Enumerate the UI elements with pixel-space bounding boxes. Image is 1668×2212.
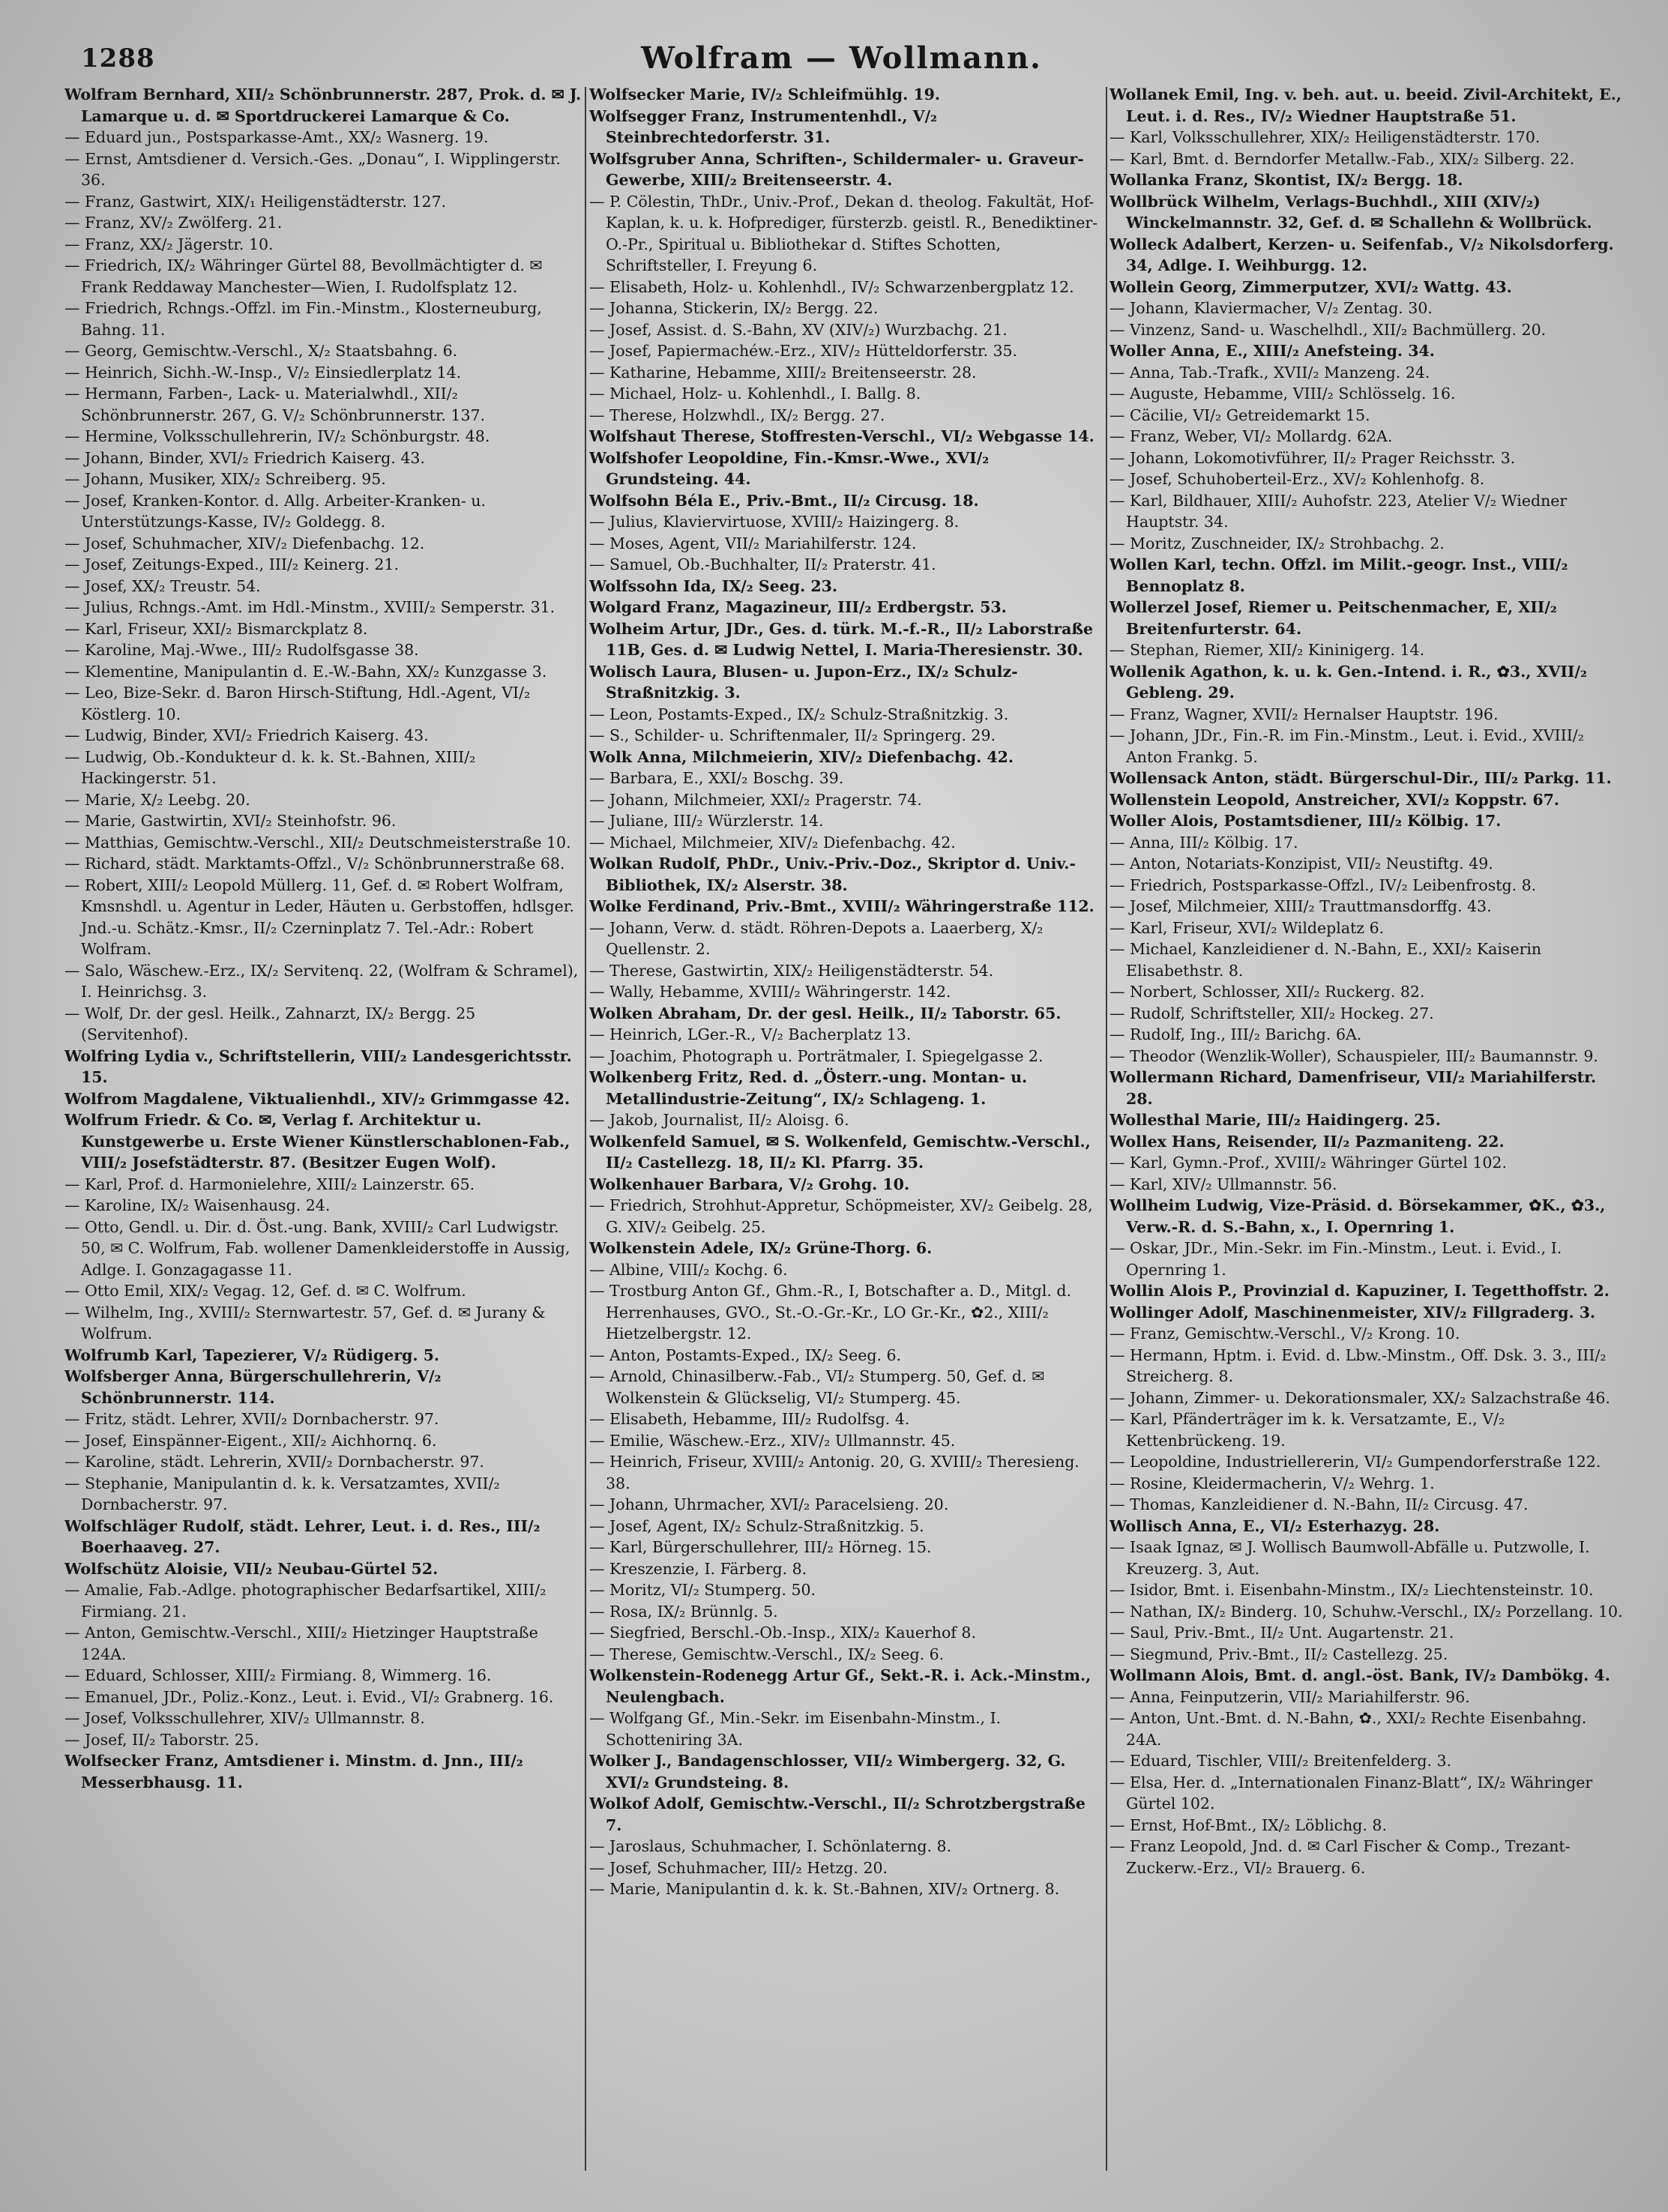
directory-entry: — Josef, XX/₂ Treustr. 54. bbox=[64, 576, 261, 595]
directory-entry: Wolkof Adolf, Gemischtw.-Verschl., II/₂ Schrotzbergstraße 7. bbox=[589, 1794, 1086, 1834]
directory-entry: Wolfsohn Béla E., Priv.-Bmt., II/₂ Circusg. 18. bbox=[589, 491, 979, 510]
directory-entry: — Theodor (Wenzlik-Woller), Schauspieler, III/₂ Baumannstr. 9. bbox=[1110, 1046, 1598, 1065]
directory-entry: — Rosa, IX/₂ Brünnlg. 5. bbox=[589, 1602, 778, 1621]
directory-entry: — Franz, Gastwirt, XIX/₁ Heiligenstädterstr. 127. bbox=[64, 192, 447, 211]
directory-entry: Wolheim Artur, JDr., Ges. d. türk. M.-f.-R., II/₂ Laborstraße 11B, Ges. d. ✉ Ludwig Nettel, I. Maria-Theresienstr. 30. bbox=[589, 619, 1093, 659]
directory-entry: Wollmann Alois, Bmt. d. angl.-öst. Bank, IV/₂ Dambökg. 4. bbox=[1110, 1666, 1610, 1684]
directory-entry: Wolfram Bernhard, XII/₂ Schönbrunnerstr. 287, Prok. d. ✉ J. Lamarque u. d. ✉ Sportdruckerei Lamarque & Co. bbox=[64, 85, 582, 125]
directory-entry: Wolkenhauer Barbara, V/₂ Grohg. 10. bbox=[589, 1175, 910, 1193]
directory-entry: — Josef, II/₂ Taborstr. 25. bbox=[64, 1730, 259, 1749]
directory-entry: — Eduard jun., Postsparkasse-Amt., XX/₂ Wasnerg. 19. bbox=[64, 128, 489, 146]
column-2 bbox=[589, 84, 1104, 2183]
column-divider bbox=[1106, 87, 1107, 2171]
directory-entry: — Matthias, Gemischtw.-Verschl., XII/₂ Deutschmeisterstraße 10. bbox=[64, 833, 571, 852]
directory-entry: — Franz, Wagner, XVII/₂ Hernalser Hauptstr. 196. bbox=[1110, 705, 1499, 723]
directory-entry: — Moritz, VI/₂ Stumperg. 50. bbox=[589, 1581, 816, 1599]
directory-entry: Wolisch Laura, Blusen- u. Jupon-Erz., IX/₂ Schulz-Straßnitzkig. 3. bbox=[589, 662, 1018, 702]
directory-entry: — Ernst, Amtsdiener d. Versich.-Ges. „Donau“, I. Wipplingerstr. 36. bbox=[64, 149, 561, 189]
directory-entry: — Samuel, Ob.-Buchhalter, II/₂ Praterstr. 41. bbox=[589, 555, 936, 573]
directory-entry: — Karl, Volksschullehrer, XIX/₂ Heiligenstädterstr. 170. bbox=[1110, 128, 1541, 146]
directory-entry: — Barbara, E., XXI/₂ Boschg. 39. bbox=[589, 769, 844, 787]
directory-entry: — Karl, Bürgerschullehrer, III/₂ Hörneg. 15. bbox=[589, 1538, 932, 1556]
directory-entry: — Heinrich, LGer.-R., V/₂ Bacherplatz 13. bbox=[589, 1025, 912, 1043]
column-1 bbox=[64, 84, 582, 2183]
directory-entry: Wolfsecker Franz, Amtsdiener i. Minstm. d. Jnn., III/₂ Messerbhausg. 11. bbox=[64, 1752, 523, 1791]
directory-entry: — Friedrich, IX/₂ Währinger Gürtel 88, Bevollmächtigter d. ✉ Frank Reddaway Manchester—Wien, I. Rudolfsplatz 12. bbox=[64, 256, 543, 296]
directory-entry: — S., Schilder- u. Schriftenmaler, II/₂ Springerg. 29. bbox=[589, 726, 996, 744]
directory-entry: Wollen Karl, techn. Offzl. im Milit.-geogr. Inst., VIII/₂ Bennoplatz 8. bbox=[1110, 555, 1568, 595]
directory-entry: — Arnold, Chinasilberw.-Fab., VI/₂ Stumperg. 50, Gef. d. ✉ Wolkenstein & Glückselig, VI/₂ Stumperg. 45. bbox=[589, 1367, 1045, 1407]
directory-entry: — Josef, Kranken-Kontor. d. Allg. Arbeiter-Kranken- u. Unterstützungs-Kasse, IV/₂ Goldegg. 8. bbox=[64, 491, 487, 531]
page-number: 1288 bbox=[81, 43, 155, 73]
directory-entry: — Wolfgang Gf., Min.-Sekr. im Eisenbahn-Minstm., I. Schotteniring 3A. bbox=[589, 1709, 1002, 1749]
directory-entry: Wolk Anna, Milchmeierin, XIV/₂ Diefenbachg. 42. bbox=[589, 747, 1014, 766]
directory-entry: — Johann, Milchmeier, XXI/₂ Pragerstr. 74. bbox=[589, 790, 922, 809]
directory-entry: — Friedrich, Postsparkasse-Offzl., IV/₂ Leibenfrostg. 8. bbox=[1110, 876, 1537, 894]
directory-entry: — Hermine, Volksschullehrerin, IV/₂ Schönburgstr. 48. bbox=[64, 427, 490, 445]
directory-entry: — Katharine, Hebamme, XIII/₂ Breitenseerstr. 28. bbox=[589, 363, 977, 382]
directory-entry: Wollesthal Marie, III/₂ Haidingerg. 25. bbox=[1110, 1111, 1441, 1129]
directory-entry: Wolfsegger Franz, Instrumentenhdl., V/₂ Steinbrechtedorferstr. 31. bbox=[589, 106, 938, 146]
directory-entry: — Therese, Gastwirtin, XIX/₂ Heiligenstädterstr. 54. bbox=[589, 961, 994, 980]
directory-entry: — Franz, Weber, VI/₂ Mollardg. 62A. bbox=[1110, 427, 1393, 445]
directory-entry: — Elisabeth, Hebamme, III/₂ Rudolfsg. 4. bbox=[589, 1410, 910, 1428]
directory-entry: Woller Anna, E., XIII/₂ Anefsteing. 34. bbox=[1110, 342, 1435, 360]
directory-entry: — Jakob, Journalist, II/₂ Aloisg. 6. bbox=[589, 1111, 849, 1129]
directory-entry: Wolfrumb Karl, Tapezierer, V/₂ Rüdigerg. 5. bbox=[64, 1345, 440, 1364]
directory-entry: — Isaak Ignaz, ✉ J. Wollisch Baumwoll-Abfälle u. Putzwolle, I. Kreuzerg. 3, Aut. bbox=[1110, 1538, 1590, 1578]
directory-entry: — Vinzenz, Sand- u. Waschelhdl., XII/₂ Bachmüllerg. 20. bbox=[1110, 320, 1547, 339]
directory-entry: Wolken Abraham, Dr. der gesl. Heilk., II/₂ Taborstr. 65. bbox=[589, 1004, 1062, 1022]
directory-entry: — Josef, Schuhoberteil-Erz., XV/₂ Kohlenhofg. 8. bbox=[1110, 470, 1485, 488]
directory-entry: — Karl, Gymn.-Prof., XVIII/₂ Währinger Gürtel 102. bbox=[1110, 1154, 1507, 1172]
directory-entry: — Josef, Papiermachéw.-Erz., XIV/₂ Hütteldorferstr. 35. bbox=[589, 342, 1018, 360]
directory-entry: — Friedrich, Rchngs.-Offzl. im Fin.-Minstm., Klosterneuburg, Bahng. 11. bbox=[64, 299, 542, 339]
directory-entry: Wollerzel Josef, Riemer u. Peitschenmacher, E, XII/₂ Breitenfurterstr. 64. bbox=[1110, 598, 1557, 638]
directory-entry: — Wolf, Dr. der gesl. Heilk., Zahnarzt, IX/₂ Bergg. 25 (Servitenhof). bbox=[64, 1004, 476, 1043]
directory-entry: — Ernst, Hof-Bmt., IX/₂ Löblichg. 8. bbox=[1110, 1815, 1387, 1834]
directory-entry: Wollisch Anna, E., VI/₂ Esterhazyg. 28. bbox=[1110, 1516, 1440, 1535]
page-header bbox=[60, 37, 1623, 82]
directory-entry: — Trostburg Anton Gf., Ghm.-R., I, Botschafter a. D., Mitgl. d. Herrenhauses, GVO., St.-O.-Gr.-Kr., LO Gr.-Kr., ✿2., XIII/₂ Hietzelbergstr. 12. bbox=[589, 1282, 1072, 1342]
directory-entry: — Hermann, Farben-, Lack- u. Materialwhdl., XII/₂ Schönbrunnerstr. 267, G. V/₂ Schönbrunnerstr. 137. bbox=[64, 385, 486, 424]
directory-entry: — Johann, Lokomotivführer, II/₂ Prager Reichsstr. 3. bbox=[1110, 448, 1516, 467]
directory-entry: Wollanka Franz, Skontist, IX/₂ Bergg. 18. bbox=[1110, 171, 1463, 189]
directory-entry: — Amalie, Fab.-Adlge. photographischer Bedarfsartikel, XIII/₂ Firmiang. 21. bbox=[64, 1581, 547, 1621]
directory-entry: — Elisabeth, Holz- u. Kohlenhdl., IV/₂ Schwarzenbergplatz 12. bbox=[589, 277, 1074, 296]
directory-entry: — Karl, Pfänderträger im k. k. Versatzamte, E., V/₂ Kettenbrückeng. 19. bbox=[1110, 1410, 1505, 1450]
directory-entry: — Siegmund, Priv.-Bmt., II/₂ Castellezg. 25. bbox=[1110, 1645, 1448, 1663]
directory-entry: — Josef, Schuhmacher, XIV/₂ Diefenbachg. 12. bbox=[64, 534, 425, 552]
directory-entry: Wolfring Lydia v., Schriftstellerin, VIII/₂ Landesgerichtsstr. 15. bbox=[64, 1046, 572, 1086]
directory-entry: — Rudolf, Schriftsteller, XII/₂ Hockeg. 27. bbox=[1110, 1004, 1434, 1022]
directory-entry: Wollermann Richard, Damenfriseur, VII/₂ Mariahilferstr. 28. bbox=[1110, 1068, 1597, 1108]
directory-entry: — Johann, Binder, XVI/₂ Friedrich Kaiserg. 43. bbox=[64, 448, 425, 467]
directory-entry: — Robert, XIII/₂ Leopold Müllerg. 11, Gef. d. ✉ Robert Wolfram, Kmsnshdl. u. Agentur in Leder, Häuten u. Gerbstoffen, hdlsger. Jnd.-u. Schätz.-Kmsr., II/₂ Czerninplatz 7. Tel.-Adr.: Robert Wolfram. bbox=[64, 876, 574, 958]
directory-entry: — Josef, Volksschullehrer, XIV/₂ Ullmannstr. 8. bbox=[64, 1709, 425, 1727]
directory-entry: — Karoline, Maj.-Wwe., III/₂ Rudolfsgasse 38. bbox=[64, 641, 419, 659]
directory-entry: — Stephanie, Manipulantin d. k. k. Versatzamtes, XVII/₂ Dornbacherstr. 97. bbox=[64, 1474, 500, 1513]
directory-entry: — Johann, Uhrmacher, XVI/₂ Paracelsieng. 20. bbox=[589, 1495, 949, 1513]
directory-entry: — Marie, Manipulantin d. k. k. St.-Bahnen, XIV/₂ Ortnerg. 8. bbox=[589, 1880, 1060, 1898]
directory-entry: — Eduard, Tischler, VIII/₂ Breitenfelderg. 3. bbox=[1110, 1752, 1452, 1770]
directory-entry: — Jaroslaus, Schuhmacher, I. Schönlaterng. 8. bbox=[589, 1837, 952, 1855]
directory-entry: — Johann, Musiker, XIX/₂ Schreiberg. 95. bbox=[64, 470, 386, 488]
directory-entry: — Josef, Schuhmacher, III/₂ Hetzg. 20. bbox=[589, 1858, 888, 1877]
column-3 bbox=[1110, 84, 1624, 2183]
directory-entry: — P. Cölestin, ThDr., Univ.-Prof., Dekan d. theolog. Fakultät, Hof-Kaplan, k. u. k. Hofprediger, fürsterzb. geistl. R., Benediktiner-O.-Pr., Spiritual u. Bibliothekar d. Stiftes Schotten, Schriftsteller, I. Freyung 6. bbox=[589, 192, 1098, 274]
directory-entry: — Josef, Agent, IX/₂ Schulz-Straßnitzkig. 5. bbox=[589, 1516, 924, 1535]
directory-entry: Wolkenstein-Rodenegg Artur Gf., Sekt.-R. i. Ack.-Minstm., Neulengbach. bbox=[589, 1666, 1092, 1706]
directory-entry: — Karl, XIV/₂ Ullmannstr. 56. bbox=[1110, 1175, 1337, 1193]
directory-entry: — Anna, Tab.-Trafk., XVII/₂ Manzeng. 24. bbox=[1110, 363, 1430, 382]
directory-entry: — Moses, Agent, VII/₂ Mariahilferstr. 124. bbox=[589, 534, 917, 552]
directory-entry: — Michael, Holz- u. Kohlenhdl., I. Ballg. 8. bbox=[589, 385, 921, 403]
directory-entry: Wolker J., Bandagenschlosser, VII/₂ Wimbergerg. 32, G. XVI/₂ Grundsteing. 8. bbox=[589, 1752, 1066, 1791]
directory-entry: — Karoline, IX/₂ Waisenhausg. 24. bbox=[64, 1196, 331, 1214]
directory-entry: Wolkenberg Fritz, Red. d. „Österr.-ung. Montan- u. Metallindustrie-Zeitung“, IX/₂ Schlageng. 1. bbox=[589, 1068, 1028, 1108]
directory-entry: — Stephan, Riemer, XII/₂ Kininigerg. 14. bbox=[1110, 641, 1425, 659]
column-divider bbox=[585, 87, 586, 2171]
directory-entry: — Eduard, Schlosser, XIII/₂ Firmiang. 8, Wimmerg. 16. bbox=[64, 1666, 492, 1684]
directory-entry: — Leon, Postamts-Exped., IX/₂ Schulz-Straßnitzkig. 3. bbox=[589, 705, 1009, 723]
directory-entry: — Anna, Feinputzerin, VII/₂ Mariahilferstr. 96. bbox=[1110, 1687, 1470, 1706]
directory-entry: Wollensack Anton, städt. Bürgerschul-Dir., III/₂ Parkg. 11. bbox=[1110, 769, 1612, 787]
directory-entry: — Marie, Gastwirtin, XVI/₂ Steinhofstr. 96. bbox=[64, 812, 397, 830]
directory-entry: Wolke Ferdinand, Priv.-Bmt., XVIII/₂ Währingerstraße 112. bbox=[589, 897, 1095, 915]
directory-entry: — Oskar, JDr., Min.-Sekr. im Fin.-Minstm., Leut. i. Evid., I. Opernring 1. bbox=[1110, 1239, 1562, 1279]
directory-entry: — Anton, Postamts-Exped., IX/₂ Seeg. 6. bbox=[589, 1345, 902, 1364]
directory-entry: — Anton, Notariats-Konzipist, VII/₂ Neustiftg. 49. bbox=[1110, 855, 1493, 873]
directory-entry: — Johann, Klaviermacher, V/₂ Zentag. 30. bbox=[1110, 299, 1433, 317]
directory-entry: — Josef, Zeitungs-Exped., III/₂ Keinerg. 21. bbox=[64, 555, 399, 573]
directory-entry: Wollanek Emil, Ing. v. beh. aut. u. beeid. Zivil-Architekt, E., Leut. i. d. Res., IV/₂ Wiedner Hauptstraße 51. bbox=[1110, 85, 1622, 125]
directory-entry: Wolfshofer Leopoldine, Fin.-Kmsr.-Wwe., XVI/₂ Grundsteing. 44. bbox=[589, 448, 990, 488]
directory-entry: Wollein Georg, Zimmerputzer, XVI/₂ Wattg. 43. bbox=[1110, 277, 1512, 296]
directory-entry: — Heinrich, Friseur, XVIII/₂ Antonig. 20, G. XVIII/₂ Theresieng. 38. bbox=[589, 1453, 1080, 1492]
directory-entry: — Rosine, Kleidermacherin, V/₂ Wehrg. 1. bbox=[1110, 1474, 1435, 1492]
directory-entry: — Johanna, Stickerin, IX/₂ Bergg. 22. bbox=[589, 299, 879, 317]
directory-entry: — Karl, Friseur, XVI/₂ Wildeplatz 6. bbox=[1110, 918, 1385, 937]
running-head: Wolfram — Wollmann. bbox=[641, 40, 1042, 76]
directory-entry: — Heinrich, Sichh.-W.-Insp., V/₂ Einsiedlerplatz 14. bbox=[64, 363, 462, 382]
directory-entry: — Otto Emil, XIX/₂ Vegag. 12, Gef. d. ✉ C. Wolfrum. bbox=[64, 1282, 466, 1300]
directory-entry: Wolfssohn Ida, IX/₂ Seeg. 23. bbox=[589, 576, 838, 595]
directory-entry: — Johann, Zimmer- u. Dekorationsmaler, XX/₂ Salzachstraße 46. bbox=[1110, 1388, 1610, 1407]
directory-entry: — Salo, Wäschew.-Erz., IX/₂ Servitenq. 22, (Wolfram & Schramel), I. Heinrichsg. 3. bbox=[64, 961, 579, 1001]
directory-entry: — Anton, Gemischtw.-Verschl., XIII/₂ Hietzinger Hauptstraße 124A. bbox=[64, 1624, 538, 1663]
directory-entry: — Klementine, Manipulantin d. E.-W.-Bahn, XX/₂ Kunzgasse 3. bbox=[64, 662, 547, 681]
directory-entry: — Leo, Bize-Sekr. d. Baron Hirsch-Stiftung, Hdl.-Agent, VI/₂ Köstlerg. 10. bbox=[64, 684, 531, 723]
directory-entry: Wolkenstein Adele, IX/₂ Grüne-Thorg. 6. bbox=[589, 1239, 933, 1257]
directory-entry: — Kreszenzie, I. Färberg. 8. bbox=[589, 1559, 807, 1578]
directory-entry: — Wally, Hebamme, XVIII/₂ Währingerstr. 142. bbox=[589, 983, 951, 1001]
directory-entry: — Emilie, Wäschew.-Erz., XIV/₂ Ullmannstr. 45. bbox=[589, 1431, 956, 1450]
directory-entry: — Ludwig, Binder, XVI/₂ Friedrich Kaiserg. 43. bbox=[64, 726, 429, 744]
directory-entry: Wollheim Ludwig, Vize-Präsid. d. Börsekammer, ✿K., ✿3., Verw.-R. d. S.-Bahn, x., I. Opernring 1. bbox=[1110, 1196, 1606, 1236]
directory-entry: Wolfschläger Rudolf, städt. Lehrer, Leut. i. d. Res., III/₂ Boerhaaveg. 27. bbox=[64, 1516, 541, 1556]
directory-entry: — Richard, städt. Marktamts-Offzl., V/₂ Schönbrunnerstraße 68. bbox=[64, 855, 565, 873]
directory-entry: Woller Alois, Postamtsdiener, III/₂ Kölbig. 17. bbox=[1110, 812, 1502, 830]
directory-entry: Wollin Alois P., Provinzial d. Kapuziner, I. Tegetthoffstr. 2. bbox=[1110, 1282, 1610, 1300]
directory-entry: Wolfsberger Anna, Bürgerschullehrerin, V/₂ Schönbrunnerstr. 114. bbox=[64, 1367, 442, 1407]
directory-entry: — Georg, Gemischtw.-Verschl., X/₂ Staatsbahng. 6. bbox=[64, 342, 458, 360]
directory-entry: Wolfrom Magdalene, Viktualienhdl., XIV/₂ Grimmgasse 42. bbox=[64, 1089, 570, 1108]
directory-entry: — Franz, XX/₂ Jägerstr. 10. bbox=[64, 235, 274, 253]
directory-entry: — Fritz, städt. Lehrer, XVII/₂ Dornbacherstr. 97. bbox=[64, 1410, 439, 1428]
directory-entry: — Auguste, Hebamme, VIII/₂ Schlösselg. 16. bbox=[1110, 385, 1456, 403]
directory-entry: Wollenstein Leopold, Anstreicher, XVI/₂ Koppstr. 67. bbox=[1110, 790, 1560, 809]
directory-entry: — Karoline, städt. Lehrerin, XVII/₂ Dornbacherstr. 97. bbox=[64, 1453, 484, 1471]
directory-entry: Wolkan Rudolf, PhDr., Univ.-Priv.-Doz., Skriptor d. Univ.-Bibliothek, IX/₂ Alserstr. 38. bbox=[589, 855, 1076, 894]
directory-entry: Wolfsgruber Anna, Schriften-, Schildermaler- u. Graveur-Gewerbe, XIII/₂ Breitenseerstr. 4. bbox=[589, 149, 1084, 189]
directory-entry: Wolleck Adalbert, Kerzen- u. Seifenfab., V/₂ Nikolsdorferg. 34, Adlge. I. Weihburgg. 12. bbox=[1110, 235, 1614, 274]
directory-entry: — Julius, Klaviervirtuose, XVIII/₂ Haizingerg. 8. bbox=[589, 513, 960, 531]
directory-entry: — Therese, Holzwhdl., IX/₂ Bergg. 27. bbox=[589, 406, 885, 424]
directory-entry: — Karl, Prof. d. Harmonielehre, XIII/₂ Lainzerstr. 65. bbox=[64, 1175, 475, 1193]
directory-entry: — Saul, Priv.-Bmt., II/₂ Unt. Augartenstr. 21. bbox=[1110, 1624, 1454, 1642]
directory-entry: — Siegfried, Berschl.-Ob.-Insp., XIX/₂ Kauerhof 8. bbox=[589, 1624, 976, 1642]
directory-entry: — Ludwig, Ob.-Kondukteur d. k. k. St.-Bahnen, XIII/₂ Hackingerstr. 51. bbox=[64, 747, 476, 787]
directory-entry: — Michael, Kanzleidiener d. N.-Bahn, E., XXI/₂ Kaiserin Elisabethstr. 8. bbox=[1110, 940, 1542, 980]
directory-entry: Wolgard Franz, Magazineur, III/₂ Erdbergstr. 53. bbox=[589, 598, 1007, 616]
directory-entry: — Michael, Milchmeier, XIV/₂ Diefenbachg. 42. bbox=[589, 833, 956, 852]
directory-entry: — Franz, XV/₂ Zwölferg. 21. bbox=[64, 214, 283, 232]
directory-entry: Wolfshaut Therese, Stoffresten-Verschl., VI/₂ Webgasse 14. bbox=[589, 427, 1095, 445]
directory-entry: — Nathan, IX/₂ Binderg. 10, Schuhw.-Verschl., IX/₂ Porzellang. 10. bbox=[1110, 1602, 1623, 1621]
directory-entry: — Anna, III/₂ Kölbig. 17. bbox=[1110, 833, 1298, 852]
directory-entry: — Julius, Rchngs.-Amt. im Hdl.-Minstm., XVIII/₂ Semperstr. 31. bbox=[64, 598, 556, 616]
directory-entry: Wollbrück Wilhelm, Verlags-Buchhdl., XIII (XIV/₂) Winckelmannstr. 32, Gef. d. ✉ Schallehn & Wollbrück. bbox=[1110, 192, 1592, 232]
directory-entry: Wollinger Adolf, Maschinenmeister, XIV/₂ Fillgraderg. 3. bbox=[1110, 1303, 1596, 1322]
directory-entry: — Rudolf, Ing., III/₂ Barichg. 6A. bbox=[1110, 1025, 1362, 1043]
directory-entry: — Juliane, III/₂ Würzlerstr. 14. bbox=[589, 812, 824, 830]
directory-entry: Wolkenfeld Samuel, ✉ S. Wolkenfeld, Gemischtw.-Verschl., II/₂ Castellezg. 18, II/₂ Kl. Pfarrg. 35. bbox=[589, 1132, 1091, 1172]
directory-entry: — Isidor, Bmt. i. Eisenbahn-Minstm., IX/₂ Liechtensteinstr. 10. bbox=[1110, 1581, 1594, 1599]
directory-entry: — Friedrich, Strohhut-Appretur, Schöpmeister, XV/₂ Geibelg. 28, G. XIV/₂ Geibelg. 25. bbox=[589, 1196, 1093, 1236]
directory-entry: — Franz Leopold, Jnd. d. ✉ Carl Fischer & Comp., Trezant-Zuckerw.-Erz., VI/₂ Brauerg. 6. bbox=[1110, 1837, 1571, 1877]
directory-entry: Wolfsecker Marie, IV/₂ Schleifmühlg. 19. bbox=[589, 85, 941, 103]
directory-entry: — Johann, Verw. d. städt. Röhren-Depots a. Laaerberg, X/₂ Quellenstr. 2. bbox=[589, 918, 1044, 958]
directory-entry: Wollenik Agathon, k. u. k. Gen.-Intend. i. R., ✿3., XVII/₂ Gebleng. 29. bbox=[1110, 662, 1587, 702]
directory-entry: Wolfrum Friedr. & Co. ✉, Verlag f. Architektur u. Kunstgewerbe u. Erste Wiener Künstlerschablonen-Fab., VIII/₂ Josefstädterstr. 87. (Besitzer Eugen Wolf). bbox=[64, 1111, 570, 1172]
directory-entry: — Otto, Gendl. u. Dir. d. Öst.-ung. Bank, XVIII/₂ Carl Ludwigstr. 50, ✉ C. Wolfrum, Fab. wollener Damenkleiderstoffe in Aussig, Adlge. I. Gonzagagasse 11. bbox=[64, 1217, 570, 1279]
directory-entry: — Norbert, Schlosser, XII/₂ Ruckerg. 82. bbox=[1110, 983, 1425, 1001]
directory-entry: — Josef, Milchmeier, XIII/₂ Trauttmansdorffg. 43. bbox=[1110, 897, 1492, 915]
directory-entry: — Anton, Unt.-Bmt. d. N.-Bahn, ✿., XXI/₂ Rechte Eisenbahng. 24A. bbox=[1110, 1709, 1587, 1749]
directory-entry: — Karl, Bildhauer, XIII/₂ Auhofstr. 223, Atelier V/₂ Wiedner Hauptstr. 34. bbox=[1110, 491, 1568, 531]
directory-entry: — Josef, Assist. d. S.-Bahn, XV (XIV/₂) Wurzbachg. 21. bbox=[589, 320, 1008, 339]
directory-entry: — Therese, Gemischtw.-Verschl., IX/₂ Seeg. 6. bbox=[589, 1645, 945, 1663]
directory-entry: — Albine, VIII/₂ Kochg. 6. bbox=[589, 1260, 788, 1279]
directory-entry: — Karl, Friseur, XXI/₂ Bismarckplatz 8. bbox=[64, 619, 368, 638]
directory-entry: Wollex Hans, Reisender, II/₂ Pazmaniteng. 22. bbox=[1110, 1132, 1505, 1151]
directory-entry: — Cäcilie, VI/₂ Getreidemarkt 15. bbox=[1110, 406, 1370, 424]
directory-entry: — Thomas, Kanzleidiener d. N.-Bahn, II/₂ Circusg. 47. bbox=[1110, 1495, 1529, 1513]
directory-entry: — Emanuel, JDr., Poliz.-Konz., Leut. i. Evid., VI/₂ Grabnerg. 16. bbox=[64, 1687, 554, 1706]
directory-entry: Wolfschütz Aloisie, VII/₂ Neubau-Gürtel 52. bbox=[64, 1559, 439, 1578]
directory-entry: — Leopoldine, Industriellererin, VI/₂ Gumpendorferstraße 122. bbox=[1110, 1453, 1601, 1471]
directory-entry: — Hermann, Hptm. i. Evid. d. Lbw.-Minstm., Off. Dsk. 3. 3., III/₂ Streicherg. 8. bbox=[1110, 1345, 1607, 1385]
directory-entry: — Karl, Bmt. d. Berndorfer Metallw.-Fab., XIX/₂ Silberg. 22. bbox=[1110, 149, 1575, 168]
directory-entry: — Wilhelm, Ing., XVIII/₂ Sternwartestr. 57, Gef. d. ✉ Jurany & Wolfrum. bbox=[64, 1303, 546, 1342]
directory-entry: — Josef, Einspänner-Eigent., XII/₂ Aichhornq. 6. bbox=[64, 1431, 437, 1450]
directory-entry: — Joachim, Photograph u. Porträtmaler, I. Spiegelgasse 2. bbox=[589, 1046, 1044, 1065]
directory-entry: — Marie, X/₂ Leebg. 20. bbox=[64, 790, 250, 809]
directory-entry: — Franz, Gemischtw.-Verschl., V/₂ Krong. 10. bbox=[1110, 1325, 1460, 1342]
directory-entry: — Johann, JDr., Fin.-R. im Fin.-Minstm., Leut. i. Evid., XVIII/₂ Anton Frankg. 5. bbox=[1110, 726, 1584, 766]
directory-entry: — Elsa, Her. d. „Internationalen Finanz-Blatt“, IX/₂ Währinger Gürtel 102. bbox=[1110, 1773, 1593, 1812]
directory-entry: — Moritz, Zuschneider, IX/₂ Strohbachg. 2. bbox=[1110, 534, 1445, 552]
